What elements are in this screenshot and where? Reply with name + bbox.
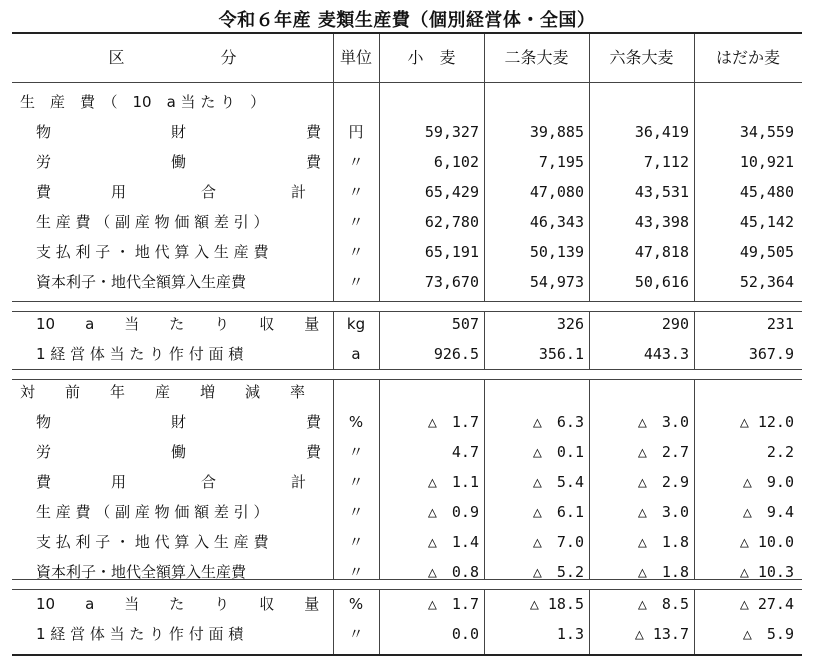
row-value: 49,505 [739,243,794,261]
table-row [12,619,802,649]
row-unit: 〃 [348,503,364,521]
table-row [12,377,802,407]
row-label: 1 経 営 体 当 た り 作 付 面 積 [36,345,244,363]
row-value: 43,531 [634,183,689,201]
row-value: 39,885 [529,123,584,141]
row-value: △ 10.3 [739,563,794,581]
row-unit: 〃 [348,183,364,201]
row-value: △ 10.0 [739,533,794,551]
row-value: 10,921 [739,153,794,171]
header-crop-six-row-barley: 六条大麦 [609,48,674,67]
row-value: 4.7 [451,443,479,461]
row-label: 労 働 費 [36,443,322,461]
row-label: 10 a 当 た り 収 量 [36,315,320,333]
table-row [12,527,802,557]
row-unit: 〃 [348,533,364,551]
row-value: 2.2 [766,443,794,461]
row-value: 507 [451,315,479,333]
table-row [12,557,802,587]
row-value: 62,780 [424,213,479,231]
row-label: 物 財 費 [36,123,322,141]
row-unit: % [348,413,364,431]
table-title: 令和６年産 麦類生産費（個別経営体・全国） [218,10,596,31]
row-label: 資本利子・地代全額算入生産費 [36,563,247,581]
row-label: 支 払 利 子 ・ 地 代 算 入 生 産 費 [36,533,269,551]
table-row [12,237,802,267]
row-value: △ 1.8 [637,533,689,551]
row-value: △ 9.4 [742,503,794,521]
row-value: 231 [766,315,794,333]
row-unit: 〃 [348,563,364,581]
row-value: △ 9.0 [742,473,794,491]
row-unit: 〃 [348,625,364,643]
table-row [12,207,802,237]
row-label: 労 働 費 [36,153,322,171]
row-label: 1 経 営 体 当 た り 作 付 面 積 [36,625,244,643]
row-value: △ 8.5 [637,595,689,613]
row-value: 50,616 [634,273,689,291]
row-value: △ 5.4 [532,473,584,491]
row-label: 費 用 合 計 [36,473,307,491]
row-value: 54,973 [529,273,584,291]
row-label: 費 用 合 計 [36,183,307,201]
row-value: 46,343 [529,213,584,231]
row-value: △ 1.7 [427,413,479,431]
header-crop-two-row-barley: 二条大麦 [504,48,569,67]
header-crop-naked-barley: はだか麦 [715,48,780,67]
row-value: 326 [556,315,584,333]
row-value: 47,080 [529,183,584,201]
row-value: △ 3.0 [637,413,689,431]
row-value: 1.3 [556,625,584,643]
row-label: 資本利子・地代全額算入生産費 [36,273,247,291]
row-unit: kg [346,315,366,333]
row-label: 支 払 利 子 ・ 地 代 算 入 生 産 費 [36,243,269,261]
row-unit: % [348,595,364,613]
row-value: 36,419 [634,123,689,141]
row-value: △ 5.9 [742,625,794,643]
row-value: 50,139 [529,243,584,261]
row-value: △ 1.7 [427,595,479,613]
row-value: 367.9 [748,345,794,363]
row-value: 43,398 [634,213,689,231]
row-value: 47,818 [634,243,689,261]
row-value: △ 27.4 [739,595,794,613]
row-value: 65,191 [424,243,479,261]
header-category: 区 分 [108,48,237,67]
row-value: 7,112 [643,153,689,171]
row-value: △ 3.0 [637,503,689,521]
row-value: △ 5.2 [532,563,584,581]
row-value: △ 12.0 [739,413,794,431]
row-value: 6,102 [433,153,479,171]
row-value: △ 18.5 [529,595,584,613]
row-label: 生 産 費 （ 副 産 物 価 額 差 引 ） [36,503,269,521]
row-value: 73,670 [424,273,479,291]
cost-table [12,32,802,656]
row-unit: 円 [348,123,364,141]
table-row [12,437,802,467]
row-unit: 〃 [348,473,364,491]
header-crop-wheat: 小 麦 [407,48,456,67]
row-value: △ 0.9 [427,503,479,521]
row-value: △ 7.0 [532,533,584,551]
row-value: 45,142 [739,213,794,231]
row-value: △ 1.4 [427,533,479,551]
row-unit: 〃 [348,243,364,261]
table-row [12,407,802,437]
row-value: △ 1.8 [637,563,689,581]
row-value: 290 [661,315,689,333]
header-unit: 単位 [339,48,372,67]
row-value: △ 0.1 [532,443,584,461]
table-row [12,177,802,207]
row-label: 物 財 費 [36,413,322,431]
row-label: 生 産 費 （ 10 a 当 た り ） [20,93,266,111]
row-value: △ 0.8 [427,563,479,581]
row-value: △ 13.7 [634,625,689,643]
table-row [12,339,802,369]
table-row [12,467,802,497]
row-value: 7,195 [538,153,584,171]
table-row [12,147,802,177]
row-value: 59,327 [424,123,479,141]
row-value: △ 2.9 [637,473,689,491]
row-value: 65,429 [424,183,479,201]
row-value: △ 2.7 [637,443,689,461]
row-label: 10 a 当 た り 収 量 [36,595,320,613]
row-value: 52,364 [739,273,794,291]
table-row [12,87,802,117]
row-value: △ 1.1 [427,473,479,491]
row-value: 926.5 [433,345,479,363]
row-unit: 〃 [348,153,364,171]
table-row [12,117,802,147]
row-value: 34,559 [739,123,794,141]
header-divider [12,82,802,83]
row-unit: 〃 [348,273,364,291]
row-value: 443.3 [643,345,689,363]
row-unit: a [351,345,361,363]
table-row [12,497,802,527]
table-row [12,309,802,339]
table-row [12,267,802,297]
row-value: 356.1 [538,345,584,363]
row-unit: 〃 [348,443,364,461]
row-value: 45,480 [739,183,794,201]
row-value: △ 6.3 [532,413,584,431]
row-label: 対 前 年 産 増 減 率 [20,383,306,401]
row-unit: 〃 [348,213,364,231]
row-label: 生 産 費 （ 副 産 物 価 額 差 引 ） [36,213,269,231]
row-value: 0.0 [451,625,479,643]
table-row [12,589,802,619]
row-value: △ 6.1 [532,503,584,521]
